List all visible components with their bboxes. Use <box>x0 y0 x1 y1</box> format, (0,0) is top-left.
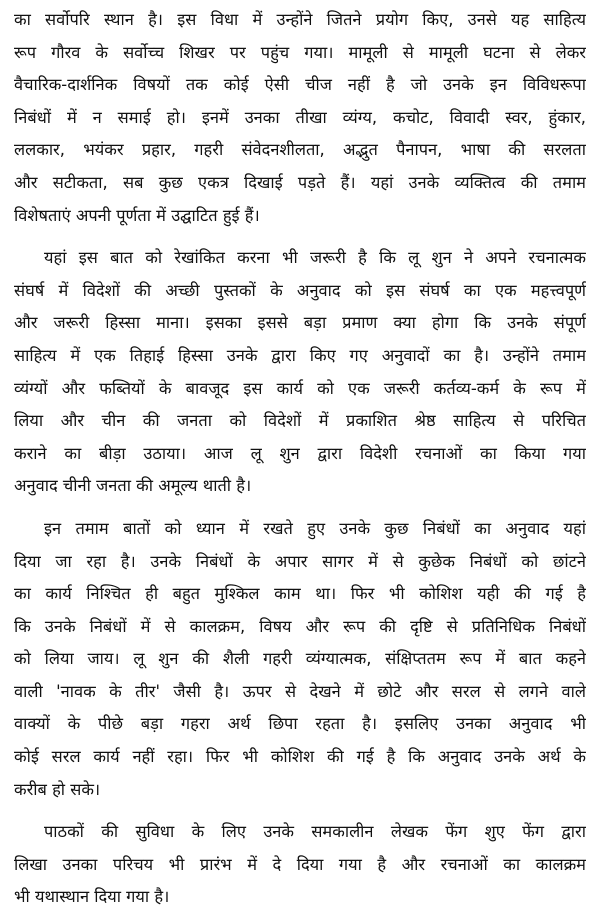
text-line: यहां इस बात को रेखांकित करना भी जरूरी है कि लू शुन ने अपने रचनात्मक <box>44 248 586 268</box>
text-line: पाठकों की सुविधा के लिए उनके समकालीन लेखक फेंग शुए फेंग द्वारा <box>44 822 586 842</box>
text-line: इन तमाम बातों को ध्यान में रखते हुए उनके कुछ निबंधों का अनुवाद यहां <box>44 518 586 538</box>
text-line: कोई सरल कार्य नहीं रहा। फिर भी कोशिश की गई है कि अनुवाद उनके अर्थ के <box>14 747 586 767</box>
text-line: और सटीकता, सब कुछ एकत्र दिखाई पड़ते हैं। यहां उनके व्यक्तित्व की तमाम <box>14 172 586 192</box>
text-line: वाली 'नावक के तीर' जैसी है। ऊपर से देखने में छोटे और सरल से लगने वाले <box>14 681 586 701</box>
text-line: का सर्वोपरि स्थान है। इस विधा में उन्होंने जितने प्रयोग किए, उनसे यह साहित्य <box>14 10 586 29</box>
text-line: संघर्ष में विदेशों की अच्छी पुस्तकों के अनुवाद को इस संघर्ष का एक महत्त्वपूर्ण <box>14 280 586 300</box>
text-line: वाक्यों के पीछे बड़ा गहरा अर्थ छिपा रहता है। इसलिए उनका अनुवाद भी <box>14 714 586 734</box>
text-line: रूप गौरव के सर्वोच्च शिखर पर पहुंच गया। मामूली से मामूली घटना से लेकर <box>14 42 586 62</box>
text-line: का कार्य निश्चित ही बहुत मुश्किल काम था। फिर भी कोशिश यही की गई है <box>14 584 586 604</box>
text-line: निबंधों में न समाई हो। इनमें उनका तीखा व्यंग्य, कचोट, विवादी स्वर, हुंकार, <box>14 107 586 127</box>
text-line: लिखा उनका परिचय भी प्रारंभ में दे दिया गया है और रचनाओं का कालक्रम <box>14 854 586 874</box>
paragraph-4 <box>14 816 586 914</box>
text-line: व्यंग्यों और फब्तियों के बावजूद इस कार्य को एक जरूरी कर्तव्य-कर्म के रूप में <box>14 378 586 398</box>
text-line: को लिया जाय। लू शुन की शैली गहरी व्यंग्यात्मक, संक्षिप्ततम रूप में बात कहने <box>14 649 586 669</box>
text-line: और जरूरी हिस्सा माना। इसका इससे बड़ा प्रमाण क्या होगा कि उनके संपूर्ण <box>14 313 586 333</box>
text-line: कि उनके निबंधों में से कालक्रम, विषय और रूप की दृष्टि से प्रतिनिधिक निबंधों <box>14 616 586 636</box>
text-line: वैचारिक-दार्शनिक विषयों तक कोई ऐसी चीज नहीं है जो उनके इन विविधरूपा <box>14 75 586 95</box>
text-line: अनुवाद चीनी जनता की अमूल्य थाती है। <box>14 476 252 496</box>
text-line: ललकार, भयंकर प्रहार, गहरी संवेदनशीलता, अद्भुत पैनापन, भाषा की सरलता <box>14 140 586 160</box>
text-line: करीब हो सके। <box>14 779 101 799</box>
text-line: लिया और चीन की जनता को विदेशों में प्रकाशित श्रेष्ठ साहित्य से परिचित <box>14 411 586 431</box>
text-line: कराने का बीड़ा उठाया। आज लू शुन द्वारा विदेशी रचनाओं का किया गया <box>14 443 586 463</box>
paragraph-2 <box>14 242 586 503</box>
text-line: भी यथास्थान दिया गया है। <box>14 887 170 907</box>
text-line: दिया जा रहा है। उनके निबंधों के अपार सागर में से कुछेक निबंधों को छांटने <box>14 551 586 571</box>
text-line: साहित्य में एक तिहाई हिस्सा उनके द्वारा किए गए अनुवादों का है। उन्होंने तमाम <box>14 345 586 365</box>
paragraph-1 <box>14 4 586 232</box>
text-line: विशेषताएं अपनी पूर्णता में उद्घाटित हुई हैं। <box>14 205 260 225</box>
paragraph-3 <box>14 513 586 806</box>
